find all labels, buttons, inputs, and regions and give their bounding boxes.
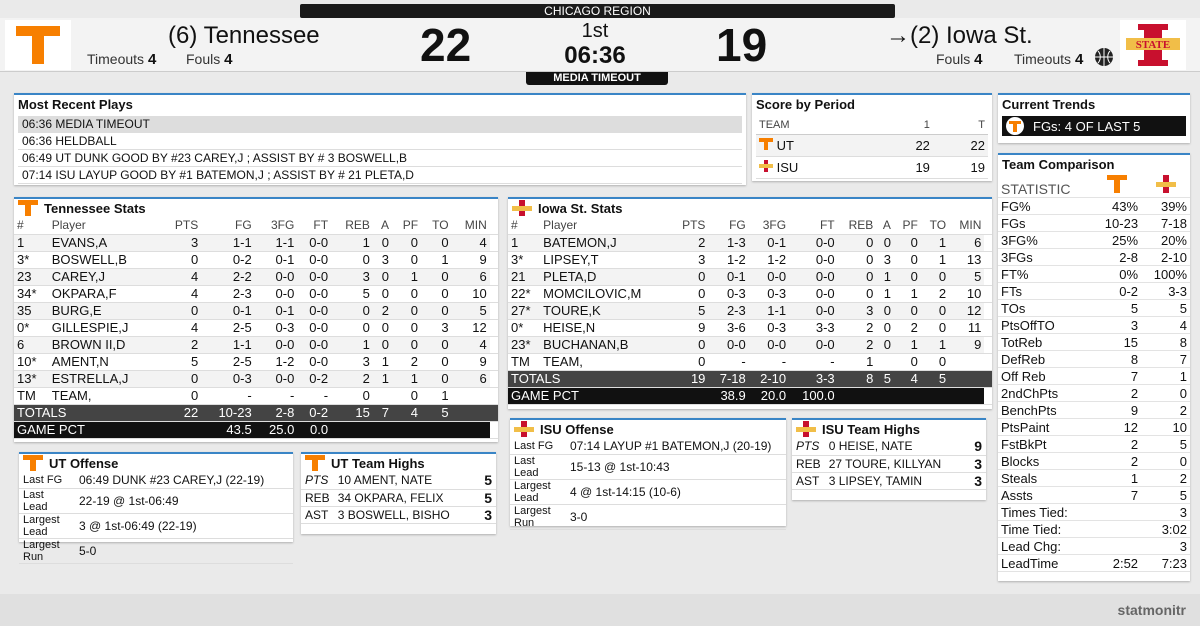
totals-row: TOTALS 22 10-23 2-8 0-2 15 7 4 5 <box>14 404 498 421</box>
table-row: 23 CAREY,J 4 2-2 0-0 0-0 3 0 1 0 6 <box>14 268 498 285</box>
table-row: UT 22 22 <box>756 134 988 156</box>
game-pct-row: GAME PCT 43.5 25.0 0.0 <box>14 421 498 438</box>
comparison-row: Off Reb 7 1 <box>998 368 1190 385</box>
table-row: Last Lead 22-19 @ 1st-06:49 <box>19 488 293 513</box>
iowa-state-stats-title: Iowa St. Stats <box>508 199 992 217</box>
tennessee-stats-table: # Player PTS FG 3FG FT REB A PF TO MIN 1 EVANS,A 3 1-1 1-1 0-0 1 0 0 0 4 3* BOSWELL,B 0 0-2 0-1 0-0 0 3 0 1 9 23 CAREY,J 4 2-2 0-0 0-0 3 0 1 0 6 34* OKPARA,F 4 2-3 0-0 0-0 5 0 0 0 10 35 BURG,E 0 0-1 0-1 0-0 0 2 0 0 5 0* GILLESPIE,J 4 2-5 0-3 0-0 0 0 0 3 12 6 BROWN II,D 2 1-1 0-0 0-0 1 0 0 0 4 10* AMENT,N 5 2-5 1-2 0-0 3 1 2 0 9 13* ESTRELLA,J 0 0-3 0-0 0-2 2 1 1 0 6 TM TEAM, 0 - - - 0 0 1 TOTALS 22 10-23 2-8 0-2 15 7 4 5 GAME PCT 43.5 25.0 0.0 <box>14 217 498 439</box>
comparison-row: PtsPaint 12 10 <box>998 419 1190 436</box>
home-fouls: Fouls 4 <box>186 51 233 68</box>
comparison-row: FTs 0-2 3-3 <box>998 283 1190 300</box>
tennessee-logo-icon <box>23 455 43 471</box>
table-row: REB 27 TOURE, KILLYAN 3 <box>792 455 986 472</box>
table-row: AST 3 LIPSEY, TAMIN 3 <box>792 472 986 489</box>
table-row: TM TEAM, 0 - - - 0 0 1 <box>14 387 498 404</box>
comparison-row: FGs 10-23 7-18 <box>998 215 1190 232</box>
iowa-state-stats-table: # Player PTS FG 3FG FT REB A PF TO MIN 1 BATEMON,J 2 1-3 0-1 0-0 0 0 0 1 6 3* LIPSEY,T 3 1-2 1-2 0-0 0 3 0 1 13 21 PLETA,D 0 0-1 0-0 0-0 0 1 0 0 5 22* MOMCILOVIC,M 0 0-3 0-3 0-0 0 1 1 2 10 27* TOURE,K 5 2-3 1-1 0-0 3 0 0 0 12 0* HEISE,N 9 3-6 0-3 3-3 2 0 2 0 11 23* BUCHANAN,B 0 0-0 0-0 0-0 2 0 1 1 9 TM TEAM, 0 - - - 1 0 0 TOTALS 19 7-18 2-10 3-3 8 5 4 5 GAME PCT 38.9 20.0 100.0 <box>508 217 992 405</box>
ut-team-highs-table <box>301 472 496 524</box>
iowa-state-logo-icon <box>759 160 773 172</box>
totals-row: TOTALS 19 7-18 2-10 3-3 8 5 4 5 <box>508 370 992 387</box>
iowa-state-logo <box>1120 20 1186 70</box>
table-row: 6 BROWN II,D 2 1-1 0-0 0-0 1 0 0 0 4 <box>14 336 498 353</box>
table-row: TM TEAM, 0 - - - 1 0 0 <box>508 353 992 370</box>
comparison-row: Blocks 2 0 <box>998 453 1190 470</box>
media-timeout-badge: MEDIA TIMEOUT <box>526 72 668 85</box>
comparison-row: LeadTime 2:52 7:23 <box>998 555 1190 572</box>
tennessee-stats-panel <box>14 197 498 442</box>
away-team-name: →(2) Iowa St. <box>886 22 1033 49</box>
table-row: 35 BURG,E 0 0-1 0-1 0-0 0 2 0 0 5 <box>14 302 498 319</box>
comparison-row: TotReb 15 8 <box>998 334 1190 351</box>
table-row: 23* BUCHANAN,B 0 0-0 0-0 0-0 2 0 1 1 9 <box>508 336 992 353</box>
team-comparison-title: Team Comparison <box>1002 156 1115 172</box>
recent-plays-title: Most Recent Plays <box>18 96 133 112</box>
tennessee-logo-icon <box>1005 117 1025 135</box>
svg-text:STATE: STATE <box>1135 39 1171 51</box>
table-row: Largest Run 3-0 <box>510 504 786 529</box>
tennessee-logo-icon <box>1107 175 1127 193</box>
table-row: ISU 19 19 <box>756 156 988 178</box>
table-row: 1 EVANS,A 3 1-1 1-1 0-0 1 0 0 0 4 <box>14 234 498 251</box>
current-trends-title: Current Trends <box>1002 96 1096 112</box>
comparison-row: 3FGs 2-8 2-10 <box>998 249 1190 266</box>
comparison-row: FstBkPt 2 5 <box>998 436 1190 453</box>
comparison-row: DefReb 8 7 <box>998 351 1190 368</box>
comparison-row: Steals 1 2 <box>998 470 1190 487</box>
iowa-state-logo-icon <box>796 421 816 437</box>
isu-offense-panel: ISU Offense Last FG 07:14 LAYUP #1 BATEMON,J (20-19) Last Lead 15-13 @ 1st-10:43 Largest Lead 4 @ 1st-14:15 (10-6) Largest Run 3-0 <box>510 418 786 526</box>
table-row: Largest Lead 3 @ 1st-06:49 (22-19) <box>19 513 293 538</box>
table-row: PTS 10 AMENT, NATE 5 <box>301 472 496 489</box>
comparison-row: 2ndChPts 2 0 <box>998 385 1190 402</box>
score-by-period-panel <box>752 93 992 181</box>
footer-bar <box>0 594 1200 626</box>
table-row: Largest Lead 4 @ 1st-14:15 (10-6) <box>510 479 786 504</box>
comparison-row: Assts 7 5 <box>998 487 1190 504</box>
table-row: 0* GILLESPIE,J 4 2-5 0-3 0-0 0 0 0 3 12 <box>14 319 498 336</box>
table-row: 22* MOMCILOVIC,M 0 0-3 0-3 0-0 0 1 1 2 10 <box>508 285 992 302</box>
table-row: 3* BOSWELL,B 0 0-2 0-1 0-0 0 3 0 1 9 <box>14 251 498 268</box>
current-trends-panel <box>998 93 1190 143</box>
home-timeouts: Timeouts 4 <box>87 51 157 68</box>
away-timeouts: Timeouts 4 <box>1014 51 1084 68</box>
tennessee-stats-title: Tennessee Stats <box>14 199 498 217</box>
game-clock: 06:36 <box>564 42 626 69</box>
table-row: 21 PLETA,D 0 0-1 0-0 0-0 0 1 0 0 5 <box>508 268 992 285</box>
table-row: 3* LIPSEY,T 3 1-2 1-2 0-0 0 3 0 1 13 <box>508 251 992 268</box>
tennessee-logo <box>5 20 71 70</box>
ut-offense-panel: UT Offense Last FG 06:49 DUNK #23 CAREY,J (22-19) Last Lead 22-19 @ 1st-06:49 Largest Lead 3 @ 1st-06:49 (22-19) Largest Run 5-0 <box>19 452 293 542</box>
play-item: 06:36 MEDIA TIMEOUT <box>18 116 742 133</box>
comparison-row: Time Tied: 3:02 <box>998 521 1190 538</box>
table-row: AST 3 BOSWELL, BISHO 3 <box>301 506 496 523</box>
team-comparison-panel <box>998 153 1190 581</box>
table-row: Last FG 06:49 DUNK #23 CAREY,J (22-19) <box>19 472 293 488</box>
table-row: Last Lead 15-13 @ 1st-10:43 <box>510 454 786 479</box>
comparison-row: 3FG% 25% 20% <box>998 232 1190 249</box>
away-score: 19 <box>716 19 768 71</box>
period: 1st <box>581 20 609 42</box>
isu-team-highs-table <box>792 438 986 490</box>
game-pct-row: GAME PCT 38.9 20.0 100.0 <box>508 387 992 404</box>
table-row: REB 34 OKPARA, FELIX 5 <box>301 489 496 506</box>
trend-badge: FGs: 4 OF LAST 5 <box>1002 116 1186 136</box>
iowa-state-stats-panel <box>508 197 992 409</box>
table-row: 0* HEISE,N 9 3-6 0-3 3-3 2 0 2 0 11 <box>508 319 992 336</box>
table-row: 34* OKPARA,F 4 2-3 0-0 0-0 5 0 0 0 10 <box>14 285 498 302</box>
play-item: 06:49 UT DUNK GOOD BY #23 CAREY,J ; ASSIST BY # 3 BOSWELL,B <box>18 150 742 167</box>
score-by-period-table: TEAM 1 T UT 22 22 ISU 19 19 <box>756 117 988 179</box>
score-by-period-title: Score by Period <box>756 96 855 112</box>
comparison-row: TOs 5 5 <box>998 300 1190 317</box>
comparison-row: Lead Chg: 3 <box>998 538 1190 555</box>
comparison-row: PtsOffTO 3 4 <box>998 317 1190 334</box>
table-row: PTS 0 HEISE, NATE 9 <box>792 438 986 455</box>
table-row: 13* ESTRELLA,J 0 0-3 0-0 0-2 2 1 1 0 6 <box>14 370 498 387</box>
iowa-state-logo-icon <box>512 200 532 216</box>
tennessee-logo-icon <box>305 455 325 471</box>
recent-plays-panel <box>14 93 746 185</box>
comparison-row: FT% 0% 100% <box>998 266 1190 283</box>
isu-offense-table <box>510 438 786 530</box>
tennessee-logo-icon <box>18 200 38 216</box>
statmonitr-logo: statmonitr <box>1117 602 1186 618</box>
table-row: 1 BATEMON,J 2 1-3 0-1 0-0 0 0 0 1 6 <box>508 234 992 251</box>
region-banner: CHICAGO REGION <box>300 4 895 18</box>
away-fouls: Fouls 4 <box>936 51 983 68</box>
home-team-name: (6) Tennessee <box>168 22 320 49</box>
comparison-table: STATISTIC FG% 43% 39% FGs 10-23 7-18 3FG% 25% 20% 3FGs 2-8 2-10 FT% 0% 100% FTs 0-2 3-3 TOs 5 5 PtsOffTO 3 4 TotReb 15 8 DefReb 8 7 Off Reb 7 1 2ndChPts 2 0 BenchPts 9 2 PtsPaint 12 10 FstBkPt 2 5 Blocks 2 0 Steals 1 2 Assts 7 5 Times Tied: 3 Time Tied: 3:02 Lead Chg: 3 LeadTime 2:52 7:23 <box>998 173 1190 572</box>
ut-team-highs-panel: UT Team Highs PTS 10 AMENT, NATE 5 REB 34 OKPARA, FELIX 5 AST 3 BOSWELL, BISHO 3 <box>301 452 496 534</box>
table-row: Largest Run 5-0 <box>19 538 293 563</box>
comparison-row: BenchPts 9 2 <box>998 402 1190 419</box>
iowa-state-logo-icon <box>514 421 534 437</box>
table-row: Last FG 07:14 LAYUP #1 BATEMON,J (20-19) <box>510 438 786 454</box>
ut-offense-table <box>19 472 293 564</box>
play-item: 06:36 HELDBALL <box>18 133 742 150</box>
comparison-row: Times Tied: 3 <box>998 504 1190 521</box>
table-row: 27* TOURE,K 5 2-3 1-1 0-0 3 0 0 0 12 <box>508 302 992 319</box>
play-item: 07:14 ISU LAYUP GOOD BY #1 BATEMON,J ; ASSIST BY # 21 PLETA,D <box>18 167 742 184</box>
home-score: 22 <box>420 19 472 71</box>
comparison-row: FG% 43% 39% <box>998 198 1190 215</box>
tennessee-logo-icon <box>759 138 773 150</box>
iowa-state-logo-icon <box>1156 175 1176 193</box>
scoreboard-header <box>0 18 1200 72</box>
possession-basketball-icon <box>1094 47 1114 72</box>
table-row: 10* AMENT,N 5 2-5 1-2 0-0 3 1 2 0 9 <box>14 353 498 370</box>
isu-team-highs-panel: ISU Team Highs PTS 0 HEISE, NATE 9 REB 27 TOURE, KILLYAN 3 AST 3 LIPSEY, TAMIN 3 <box>792 418 986 500</box>
